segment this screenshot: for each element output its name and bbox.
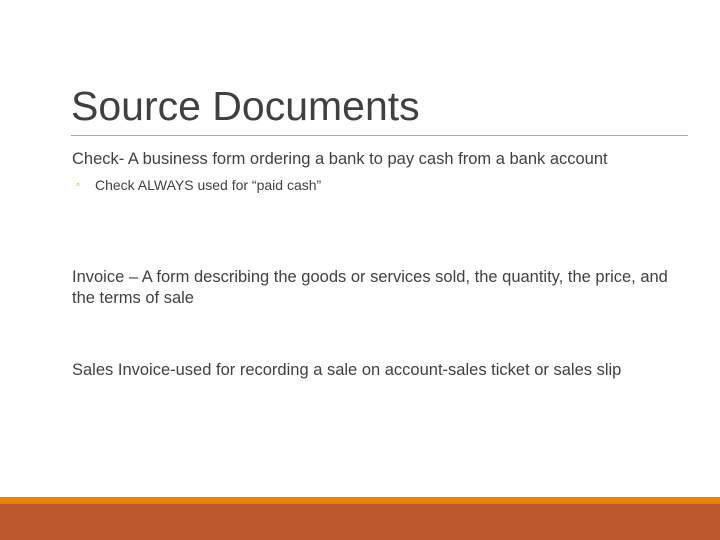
slide-title: Source Documents — [71, 83, 420, 129]
check-definition-block — [72, 149, 632, 194]
check-sub-bullet-text: Check ALWAYS used for “paid cash” — [95, 177, 322, 193]
sales-invoice-definition: Sales Invoice-used for recording a sale on account-sales ticket or sales slip — [72, 361, 622, 379]
footer-band — [0, 504, 720, 540]
hollow-bullet-icon: ◦ — [76, 179, 80, 191]
check-sub-bullet-item — [76, 176, 632, 194]
title-divider — [71, 135, 688, 136]
footer-accent-stripe — [0, 497, 720, 504]
check-definition: Check- A business form ordering a bank to pay cash from a bank account — [72, 150, 608, 168]
invoice-definition: Invoice – A form describing the goods or services sold, the quantity, the price, and the terms of sale — [72, 268, 668, 307]
